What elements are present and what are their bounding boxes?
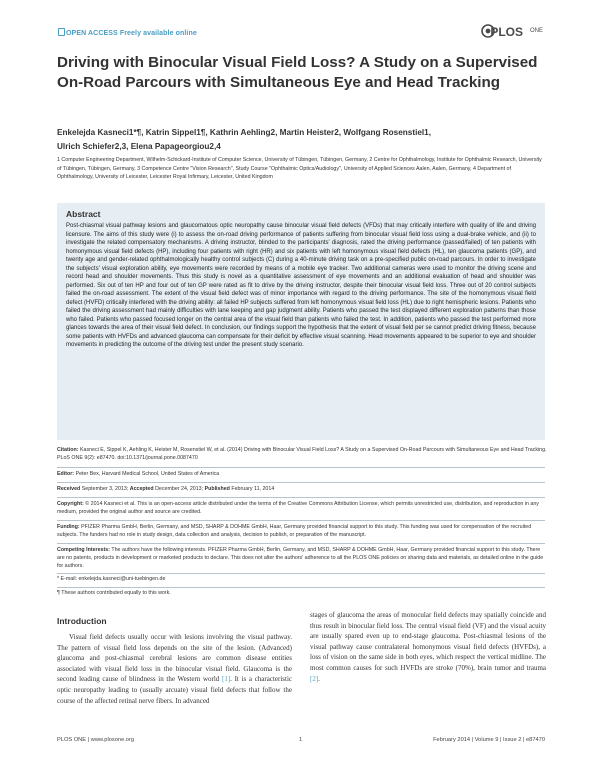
author-list [57,126,547,154]
divider [57,467,545,468]
author-line-1: Enkelejda Kasneci1*¶, Katrin Sippel1¶, Kathrin Aehling2, Martin Heister2, Wolfgang Rosenstiel1, [57,128,431,137]
open-access-label: OPEN ACCESS Freely available online [57,28,197,37]
page-number: 1 [299,737,303,743]
affiliations: 1 Computer Engineering Department, Wilhelm-Schickard-Institute of Computer Science, University of Tübingen, Tübingen, Germany, 2 Centre for Ophthalmology, Institute for Ophthalmic Research, University of Tübingen, Tübingen, Germany, 3 Competence Centre "Vision Research", Study Course "Ophthalmic Optics/Audiology", University of Applied Sciences Aalen, Aalen, Germany, 4 Department of Ophthalmology, University of Leicester, Leicester Royal Infirmary, Leicester, United Kingdom [57,157,542,181]
dates: Received September 3, 2013; Accepted December 24, 2013; Published February 11, 2014 [57,486,275,492]
divider [57,482,545,483]
journal-brand: PLOS [490,25,523,39]
author-line-2: Ulrich Schiefer2,3, Elena Papageorgiou2,4 [57,142,221,151]
divider [57,497,545,498]
reference-link[interactable]: [1] [221,675,231,684]
top-bar [57,26,543,40]
abstract-heading: Abstract [66,209,101,219]
footer-issue: February 2014 | Volume 9 | Issue 2 | e87470 [433,737,545,743]
citation: Citation: Kasneci E, Sippel K, Aehling K, Heister M, Rosenstiel W, et al. (2014) Driving with Binocular Visual Field Loss? A Study on a Supervised On-Road Parcours with Simultaneous Eye and Head Tracking. PLoS ONE 9(2): e87470. doi:10.1371/journal.pone.0087470 [57,447,547,461]
divider [57,587,545,588]
divider [57,573,545,574]
copyright: Copyright: © 2014 Kasneci et al. This is an open-access article distributed under the terms of the Creative Commons Attribution License, which permits unrestricted use, distribution, and reproduction in any medium, provided the original author and source are credited. [57,501,539,515]
footer-journal: PLOS ONE | www.plosone.org [57,737,135,743]
introduction-column-2: stages of glaucoma the areas of monocular field defects may spatially coincide and thus result in binocular field loss. The central visual field (VF) and the visual acuity are usually spared even up to end-stage glaucoma. Post-chiasmal lesions of the visual pathway cause contralateral homonymous visual field defects (HVFDs), a loss of vision on the same side in both eyes, which respect the vertical midline. The most common causes for such HVFDs are stroke (70%), brain tumor and trauma [2]. [310,611,546,683]
page-footer [57,737,545,747]
email: * E-mail: enkelejda.kasneci@uni-tuebingen.de [57,576,166,582]
divider [57,543,545,544]
introduction-heading: Introduction [57,616,107,626]
divider [57,520,545,521]
journal-sub: ONE [529,28,543,34]
article-title: Driving with Binocular Visual Field Loss? A Study on a Supervised On-Road Parcours with Simultaneous Eye and Head Tracking [57,54,538,91]
equal-contribution-note: ¶ These authors contributed equally to this work. [57,590,171,596]
open-access-lock-icon [58,28,65,36]
editor: Editor: Peter Bex, Harvard Medical School, United States of America [57,471,220,477]
abstract-box [57,203,545,440]
competing-interests: Competing Interests: The authors have the following interests. PFIZER Pharma GmbH, Berlin, Germany, and MSD, SHARP & DOHME GmbH, Haar, Germany provided financial support to this study. There are no patents, products in development or marketed products to declare. This does not alter the authors' adherence to all the PLOS ONE policies on sharing data and materials, as detailed online in the guide for authors. [57,547,544,569]
abstract-text: Post-chiasmal visual pathway lesions and glaucomatous optic neuropathy cause binocular visual field defects (VFDs) that may critically interfere with quality of life and driving licensure. The aims of this study were (i) to assess the on-road driving performance of patients suffering from binocular visual field loss using a dual-brake vehicle, and (ii) to investigate the related compensatory mechanisms. A driving instructor, blinded to the participants' diagnosis, rated the driving performance (passed/failed) of ten patients with homonymous visual field defects (HP), including four patients with right (HR) and six patients with left homonymous visual field defects (HL), ten glaucoma patients (GP), and twenty age and gender-related ophthalmologically healthy control subjects (C) during a 40-minute driving task on a pre-specified public on-road parcours. In order to investigate the subjects' visual exploration ability, eye movements were recorded by means of a mobile eye tracker. Two additional cameras were used to monitor the driving scene and record head and shoulder movements. Thus this study is novel as a quantitative assessment of eye movements and an additional evaluation of head and shoulder was performed. Six out of ten HP and four out of ten GP were rated as fit to drive by the driving instructor, despite their binocular visual field loss. Three out of 20 control subjects failed the on-road assessment. The extent of the visual field defect was of minor importance with regard to the driving performance. The site of the homonymous visual field defect (HVFD) critically interfered with the driving ability: all failed HP subjects suffered from left homonymous visual field loss (HL) due to right hemispheric lesions. Patients who failed the driving assessment had mainly difficulties with lane keeping and gap judgment ability. Patients who passed the test displayed different exploration patterns than those who failed. Patients who passed focused longer on the central area of the visual field than patients who failed the test. In addition, patients who passed the test performed more glances towards the area of their visual field defect. In conclusion, our findings support the hypothesis that the extent of visual field per se cannot predict driving fitness, because some patients with HVFDs and advanced glaucoma can compensate for their deficit by effective visual scanning. Head movements appeared to be superior to eye and shoulder movements in predicting the outcome of the driving test under the present study scenario. [66,223,536,348]
reference-link[interactable]: [2] [310,674,319,683]
introduction-column-1: Visual field defects usually occur with lesions involving the visual pathway. The pattern of visual field loss depends on the site of the lesion. (Advanced) glaucoma and post-chiasmal cerebral lesions are common disease entities associated with visual field loss in the binocular visual field. Glaucoma is the second leading cause of blindness in the Western world [1]. It is a characteristic optic neuropathy leading to (usually arcuate) visual field defects that follow the course of the affected retinal nerve fibers. In advanced [57,633,293,705]
funding: Funding: PFIZER Pharma GmbH, Berlin, Germany, and MSD, SHARP & DOHME GmbH, Haar, Germany provided financial support to this study. This funding was used for compensation of the recruited subjects. The funders had no role in study design, data collection and analysis, decision to publish, or preparation of the manuscript. [57,524,532,538]
